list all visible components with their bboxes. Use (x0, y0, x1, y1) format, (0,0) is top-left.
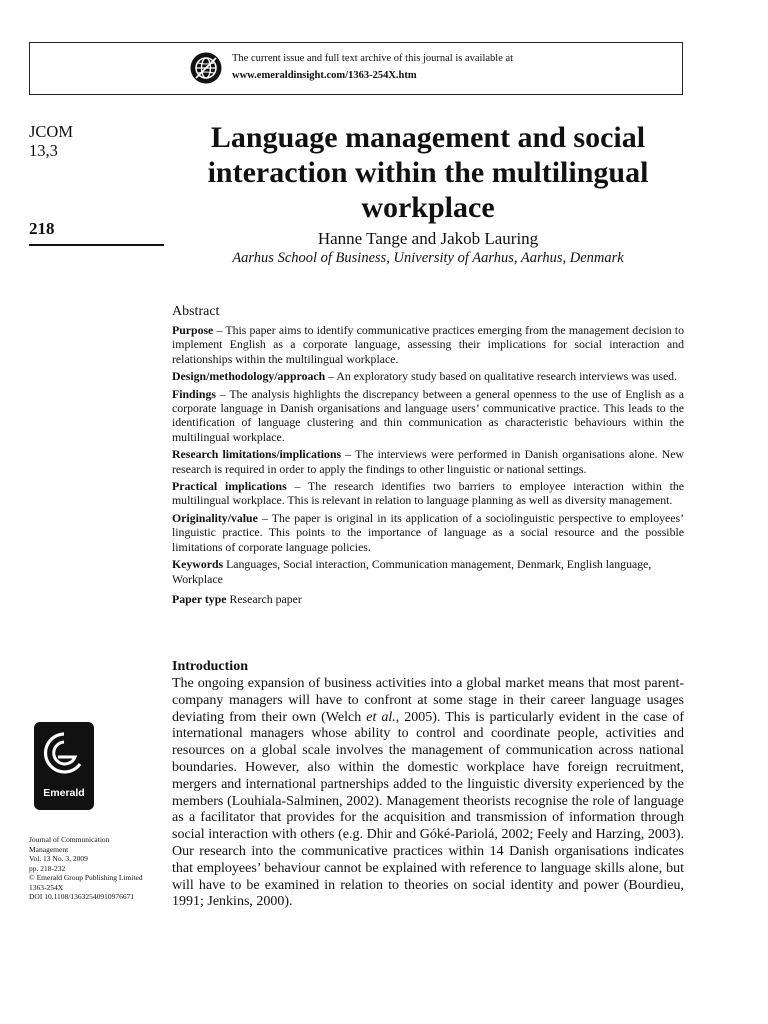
introduction-paragraph: The ongoing expansion of business activities into a global market means that most parent-company managers will have to confront at some stage in their career language usages deviating from their own (Welch et al., 2005). This is particularly evident in the case of international managers whose ability to control and coordinate people, activities and resources on a global scale involves the management of communication across national boundaries. However, also within the domestic workplace have foreign recruitment, mergers and international partnerships added to the linguistic diversity experienced by the members (Louhiala-Salminen, 2002). Management theorists recognise the role of language as a facilitator that provides for the acquisition and transmission of information through social interaction with others (e.g. Dhir and Góké-Pariolá, 2002; Feely and Harzing, 2003). Our research into the communicative practices within 14 Danish organisations indicates that employees’ behaviour cannot be explained with reference to language skills alone, but will have to be examined in relation to theories on social identity and power (Bourdieu, 1991; Jenkins, 2000). (172, 676, 684, 910)
article-title: Language management and social interaction within the multilingual workplace (207, 121, 649, 224)
archive-url-link[interactable]: www.emeraldinsight.com/1363-254X.htm (232, 70, 417, 81)
abstract-keywords (172, 557, 684, 586)
abstract-limitations: Research limitations/implications – The interviews were performed in Danish organisations alone. New research is required in order to apply the findings to other linguistic or national settings. (172, 447, 684, 476)
abstract-text: The research identifies two barriers to employee interaction within the multilingual workplace. This is relevant in relation to language planning as well as diversity management. (172, 479, 684, 508)
meta-line: pp. 218-232 (29, 863, 66, 873)
paper-type-label: Paper type (172, 591, 227, 606)
abstract-text: The analysis highlights the discrepancy between a general openness to the use of English as a corporate language in Danish organisations and language users’ communicative practice. This leads to the identification of language clustering and thin communication as characteristic behaviours within the multilingual workplace. (172, 386, 684, 444)
meta-line: Journal of Communication (29, 835, 110, 844)
meta-doi: DOI 10.1108/13632540910976671 (29, 892, 135, 901)
abstract-section (172, 303, 684, 609)
abstract-originality: Originality/value – The paper is original in its application of a sociolinguistic perspective to employees’ linguistic practice. This points to the importance of language as a social resource and the possible limitations of corporate language policies. (172, 510, 684, 554)
emerald-e-icon (42, 730, 86, 782)
page-number: 218 (29, 219, 55, 238)
abstract-text: The paper is original in its application of a sociolinguistic perspective to employees’ linguistic practice. This points to the importance of language as a social resource and the possible limitations of corporate language policies. (172, 510, 684, 554)
abstract-label: Purpose (172, 323, 214, 337)
meta-line: Management (29, 844, 69, 854)
abstract-label: Research limitations/implications (172, 447, 342, 462)
keywords-label: Keywords (172, 557, 224, 572)
journal-access-box (29, 42, 683, 95)
meta-line: © Emerald Group Publishing Limited (29, 873, 143, 882)
abstract-practical: Practical implications – The research identifies two barriers to employee interaction within the multilingual workplace. This is relevant in relation to language planning as well as diversity management. (172, 479, 684, 508)
keywords-text: Languages, Social interaction, Communication management, Denmark, English language, Workplace (172, 557, 652, 586)
publication-metadata (29, 835, 169, 902)
abstract-text: This paper aims to identify communicative practices emerging from the management decision to implement English as a corporate language, assessing their implications for social interaction and relationships within the multilingual workplace. (172, 323, 684, 366)
paper-type-text: Research paper (229, 591, 302, 606)
abstract-heading: Abstract (172, 304, 220, 319)
abstract-label: Design/methodology/approach (172, 369, 326, 384)
author-affiliation: Aarhus School of Business, University of Aarhus, Aarhus, Denmark (232, 250, 624, 266)
abstract-findings: Findings – The analysis highlights the discrepancy between a general openness to the use of English as a corporate language in Danish organisations and language users’ communicative practice. This leads to the identification of language clustering and thin communication as characteristic behaviours within the multilingual workplace. (172, 386, 684, 444)
journal-code: JCOM (29, 122, 74, 141)
article-authors: Hanne Tange and Jakob Lauring (317, 229, 539, 248)
abstract-purpose: Purpose – This paper aims to identify communicative practices emerging from the management decision to implement English as a corporate language, assessing their implications for social interaction and relationships within the multilingual workplace. (172, 323, 684, 366)
journal-abbreviation (29, 122, 73, 160)
emerald-logo (34, 722, 94, 810)
abstract-label: Findings (172, 386, 216, 401)
abstract-design: Design/methodology/approach – An exploratory study based on qualitative research interviews was used. (172, 369, 678, 384)
et-al-italic: et al. (366, 709, 396, 725)
abstract-text: The interviews were performed in Danish organisations alone. New research is required in order to apply the findings to other linguistic or national settings. (172, 447, 684, 476)
meta-line: 1363-254X (29, 882, 64, 892)
abstract-text: An exploratory study based on qualitative research interviews was used. (336, 369, 678, 384)
abstract-paper-type (172, 592, 684, 606)
abstract-label: Originality/value (172, 510, 258, 525)
volume-issue: 13,3 (29, 141, 58, 160)
introduction-section (172, 658, 684, 911)
page-number-rule (29, 244, 164, 246)
archive-notice: The current issue and full text archive of this journal is available at (232, 53, 514, 64)
introduction-heading: Introduction (172, 659, 248, 674)
emerald-logo-text: Emerald (43, 787, 85, 799)
meta-line: Vol. 13 No. 3, 2009 (29, 854, 88, 863)
abstract-label: Practical implications (172, 479, 287, 494)
globe-icon (190, 52, 222, 84)
